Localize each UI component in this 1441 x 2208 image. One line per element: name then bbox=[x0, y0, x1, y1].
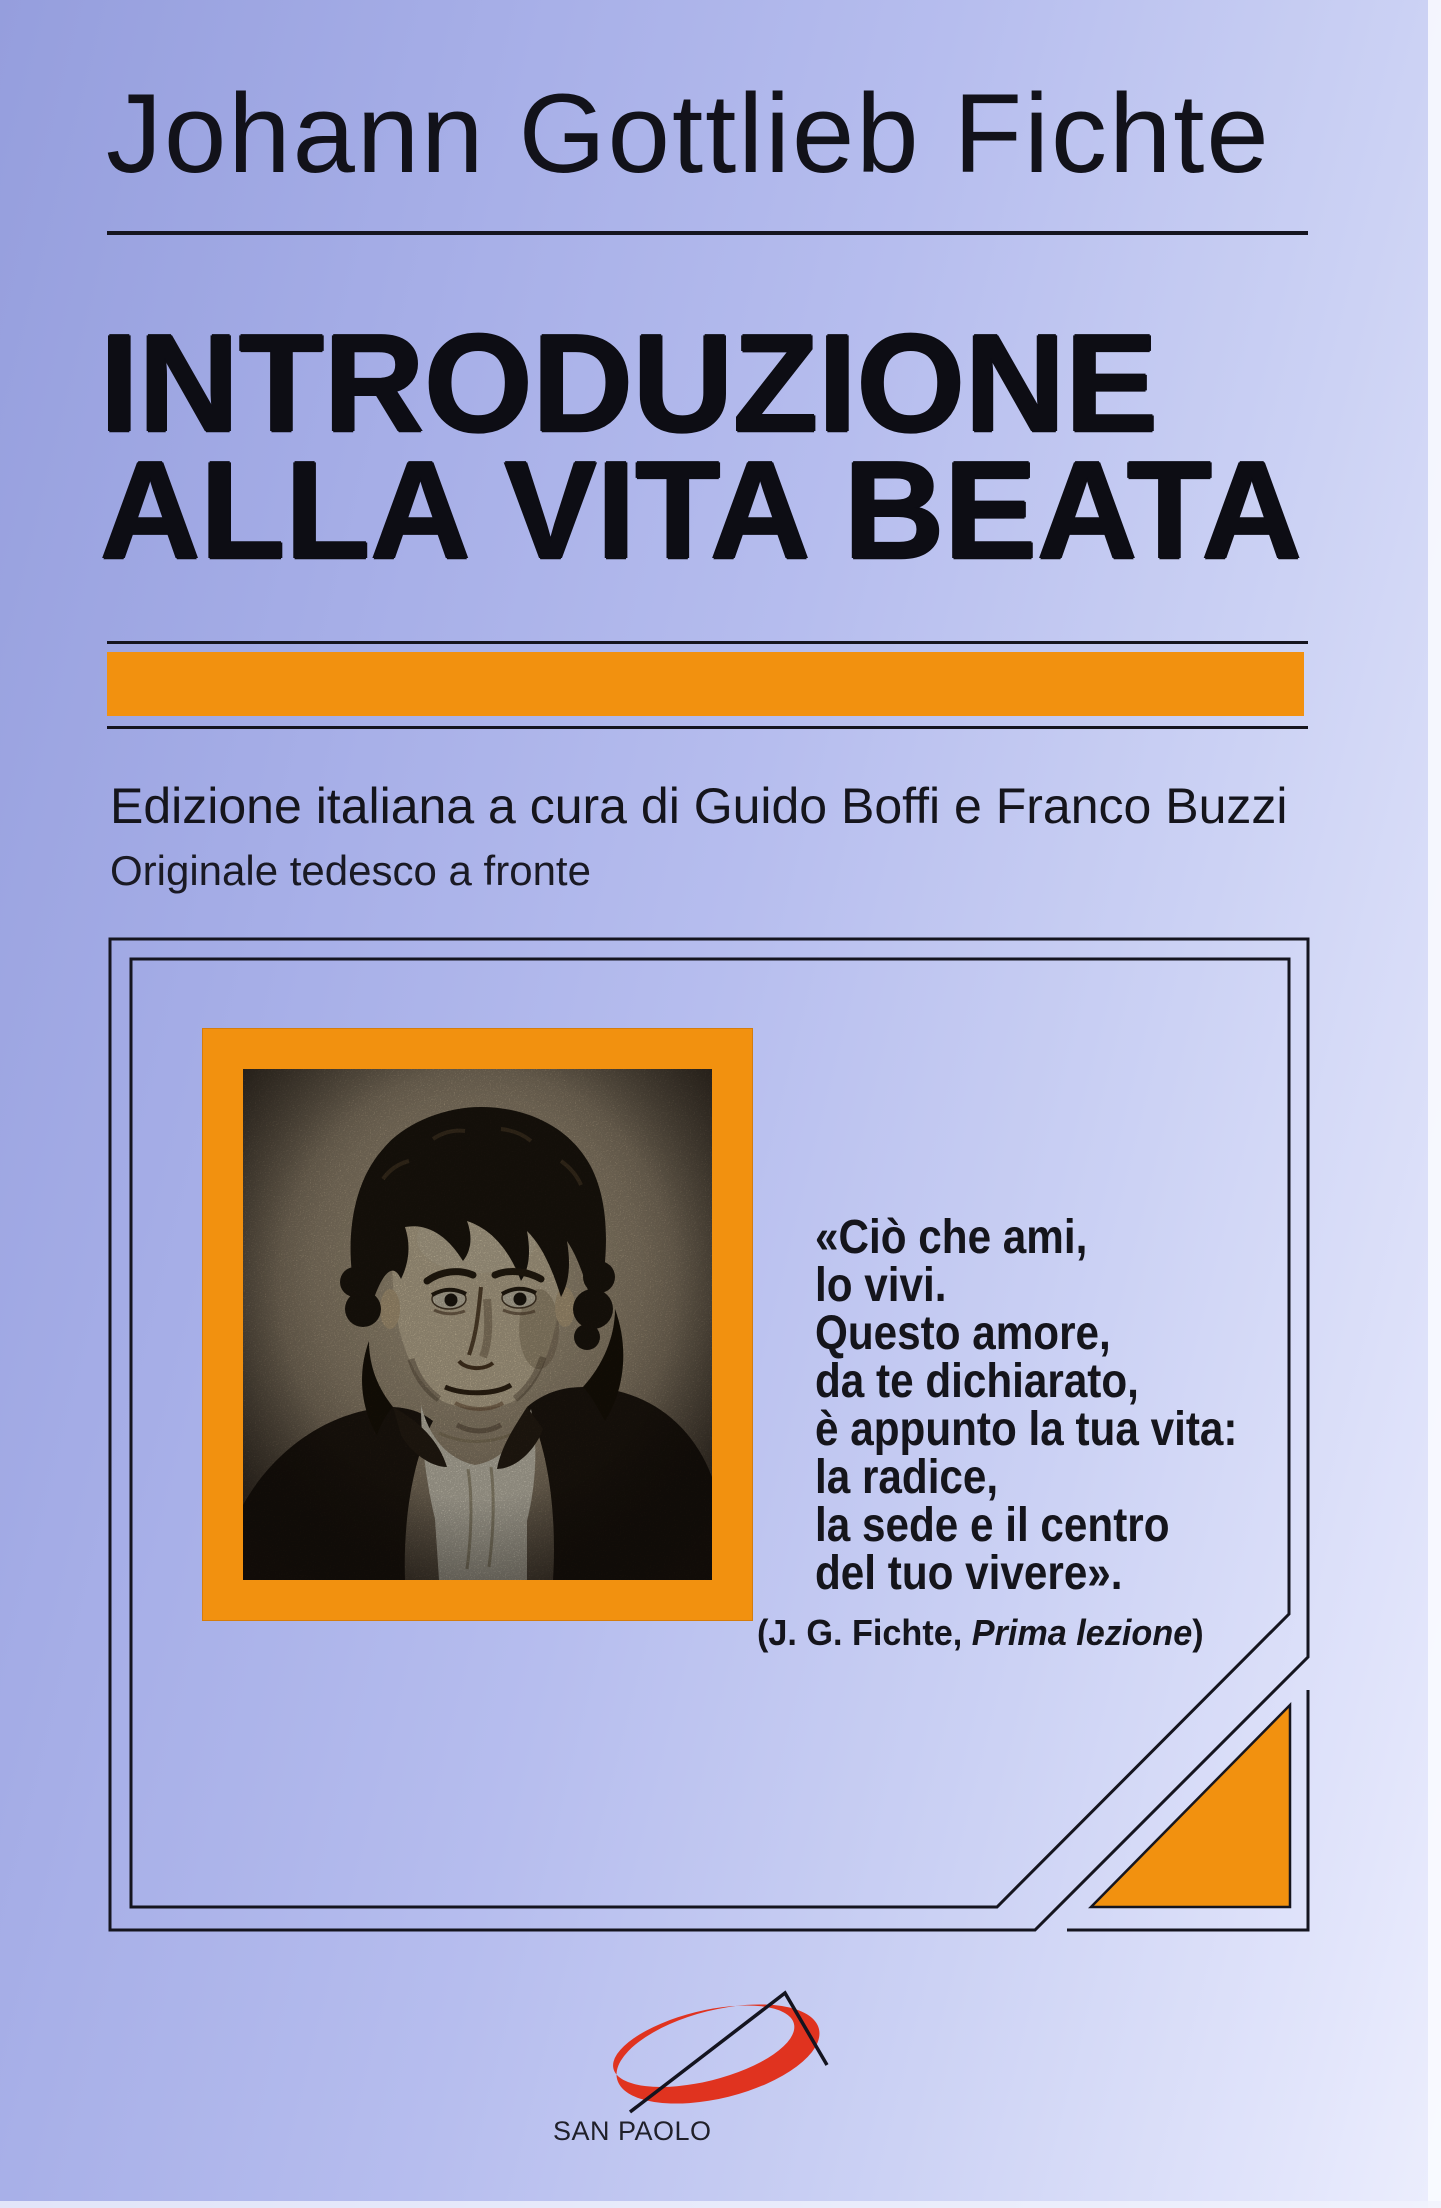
portrait-orange-frame bbox=[202, 1028, 753, 1621]
citation-suffix: ) bbox=[1192, 1612, 1204, 1653]
quote-line: lo vivi. bbox=[815, 1259, 947, 1312]
quote-line: «Ciò che ami, bbox=[815, 1211, 1088, 1264]
author-name: Johann Gottlieb Fichte bbox=[106, 71, 1271, 196]
quote-line: è appunto la tua vita: bbox=[815, 1403, 1238, 1456]
citation-work-title: Prima lezione bbox=[971, 1612, 1193, 1653]
quote-line: del tuo vivere». bbox=[815, 1547, 1123, 1600]
subtitle-line: Originale tedesco a fronte bbox=[110, 847, 591, 894]
corner-triangle bbox=[1091, 1705, 1290, 1907]
publisher-name: SAN PAOLO bbox=[553, 2116, 712, 2146]
quote-line: da te dichiarato, bbox=[815, 1355, 1139, 1408]
citation-prefix: (J. G. Fichte, bbox=[757, 1612, 972, 1653]
scan-edge-right bbox=[1428, 0, 1441, 2208]
logo-swoosh bbox=[605, 1984, 830, 2122]
san-paolo-logo bbox=[605, 1984, 830, 2122]
scan-edge-bottom bbox=[0, 2201, 1441, 2208]
quote-citation bbox=[757, 1612, 1204, 1654]
cover-quote bbox=[815, 1211, 1238, 1600]
quote-line: la sede e il centro bbox=[815, 1499, 1170, 1552]
fichte-portrait bbox=[243, 1069, 712, 1580]
edition-line: Edizione italiana a cura di Guido Boffi e Franco Buzzi bbox=[110, 778, 1288, 834]
book-title-line1: INTRODUZIONE bbox=[100, 306, 1158, 461]
quote-line: la radice, bbox=[815, 1451, 999, 1504]
quote-line: Questo amore, bbox=[815, 1307, 1111, 1360]
book-title-line2: ALLA VITA BEATA bbox=[100, 433, 1302, 588]
